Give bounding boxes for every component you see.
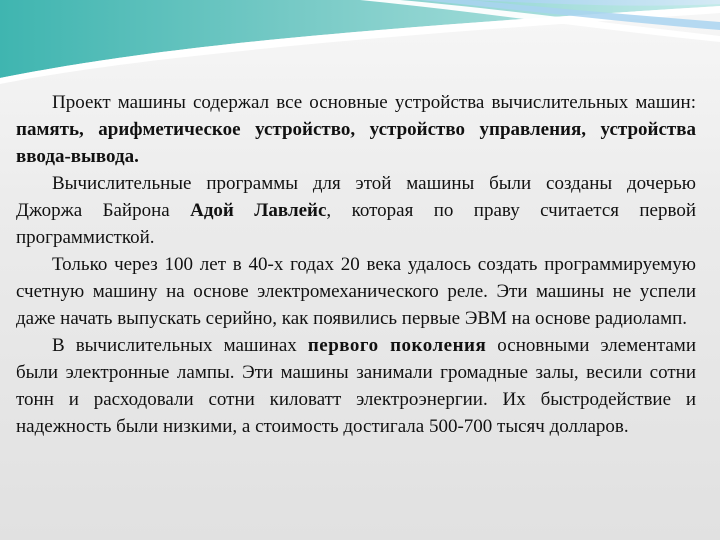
text-run: Проект машины содержал все основные устройства вычислительных машин: [52, 92, 696, 113]
bold-text-run: первого поколения [307, 335, 487, 356]
text-run: , которая по праву считается первой программисткой. [16, 200, 697, 248]
text-run: Только через 100 лет в 40-х годах 20 века удалось создать программируемую счетную машину на основе электромеханического реле. Эти машины не успели даже начать выпускать серийно, как появились первые ЭВМ на основе радиоламп. [16, 254, 696, 329]
bold-text-run: Адой Лавлейс [190, 200, 327, 221]
slide-body-text [16, 89, 696, 440]
paragraph-first-generation [16, 332, 696, 440]
text-run: В вычислительных машинах [52, 335, 308, 356]
paragraph-machine-design [16, 89, 696, 170]
header-wave-decoration [0, 0, 720, 90]
paragraph-ada-lovelace [16, 170, 696, 251]
bold-text-run: память, арифметическое устройство, устройство управления, устройства ввода-вывода. [16, 119, 696, 167]
paragraph-relay-machines [16, 251, 696, 332]
text-run: Вычислительные программы для этой машины были созданы дочерью Джоржа Байрона [16, 173, 696, 221]
text-run: основными элементами были электронные лампы. Эти машины занимали громадные залы, весили сотни тонн и расходовали сотни киловатт электроэнергии. Их быстродействие и надежность были низкими, а стоимость достигала 500-700 тысяч долларов. [16, 335, 696, 437]
